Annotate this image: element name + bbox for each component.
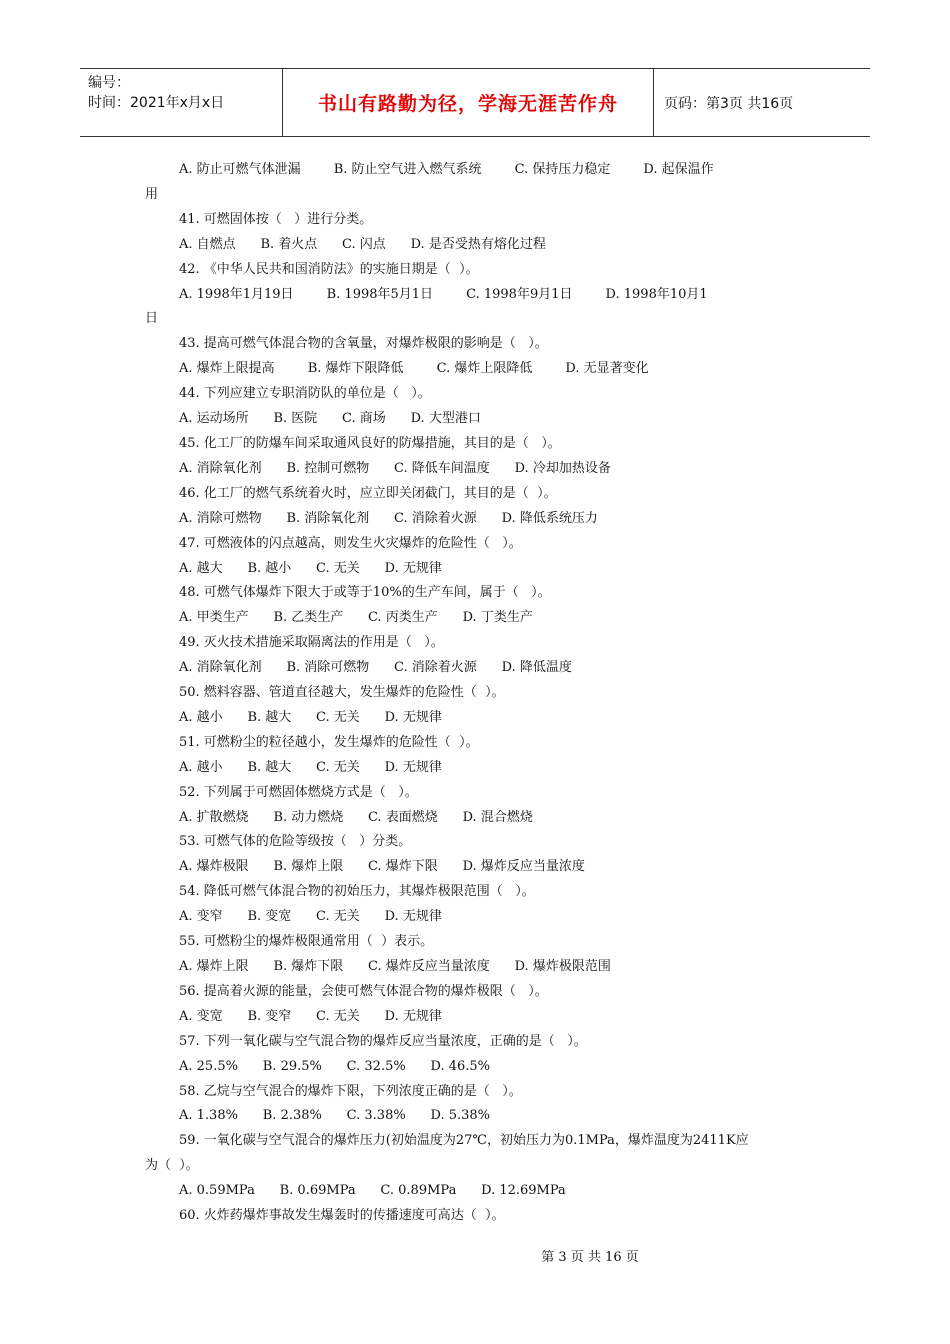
question-line: 52. 下列属于可燃固体燃烧方式是（ ）。 [179, 784, 418, 800]
header-meta [80, 69, 282, 136]
question-line: 51. 可燃粉尘的粒径越小，发生爆炸的危险性（ ）。 [179, 734, 479, 750]
options-line: A. 越小 B. 越大 C. 无关 D. 无规律 [179, 709, 442, 725]
options-line: A. 防止可燃气体泄漏 B. 防止空气进入燃气系统 C. 保持压力稳定 D. 起保温作 [179, 162, 714, 177]
question-line: 56. 提高着火源的能量，会使可燃气体混合物的爆炸极限（ ）。 [179, 983, 548, 999]
question-line: 54. 降低可燃气体混合物的初始压力，其爆炸极限范围（ ）。 [179, 884, 535, 900]
question-line: 42. 《中华人民共和国消防法》的实施日期是（ ）。 [179, 261, 479, 277]
question-line: 60. 火炸药爆炸事故发生爆轰时的传播速度可高达（ ）。 [179, 1208, 505, 1224]
options-line: A. 消除氧化剂 B. 控制可燃物 C. 降低车间温度 D. 冷却加热设备 [179, 460, 611, 476]
question-line: 49. 灭火技术措施采取隔离法的作用是（ ）。 [179, 635, 444, 651]
page-header [80, 68, 870, 137]
options-line: A. 运动场所 B. 医院 C. 商场 D. 大型港口 [179, 411, 481, 427]
options-line: A. 甲类生产 B. 乙类生产 C. 丙类生产 D. 丁类生产 [179, 610, 533, 626]
page-footer [0, 1246, 950, 1265]
question-list [145, 158, 805, 1229]
question-line: 58. 乙烷与空气混合的爆炸下限，下列浓度正确的是（ ）。 [179, 1083, 522, 1099]
question-line: 57. 下列一氧化碳与空气混合物的爆炸反应当量浓度，正确的是（ ）。 [179, 1033, 587, 1049]
options-line: A. 爆炸上限提高 B. 爆炸下限降低 C. 爆炸上限降低 D. 无显著变化 [179, 361, 649, 377]
wrapped-line: 用 [145, 186, 159, 202]
question-line: 46. 化工厂的燃气系统着火时，应立即关闭截门，其目的是（ ）。 [179, 485, 557, 501]
options-line: A. 0.59MPa B. 0.69MPa C. 0.89MPa D. 12.69MPa [179, 1183, 566, 1199]
options-line: A. 变宽 B. 变窄 C. 无关 D. 无规律 [179, 1008, 442, 1024]
question-line: 55. 可燃粉尘的爆炸极限通常用（ ）表示。 [179, 934, 434, 950]
doc-code-label: 编号： [88, 75, 130, 91]
options-line: A. 1998年1月19日 B. 1998年5月1日 C. 1998年9月1日 D. 1998年10月1 [179, 286, 708, 302]
question-line: 59. 一氧化碳与空气混合的爆炸压力(初始温度为27℃，初始压力为0.1MPa，爆炸温度为2411K应 [179, 1133, 749, 1149]
question-line: 50. 燃料容器、管道直径越大，发生爆炸的危险性（ ）。 [179, 685, 505, 701]
wrapped-line: 为（ ）。 [145, 1158, 199, 1174]
options-line: A. 扩散燃烧 B. 动力燃烧 C. 表面燃烧 D. 混合燃烧 [179, 809, 533, 825]
options-line: A. 爆炸极限 B. 爆炸上限 C. 爆炸下限 D. 爆炸反应当量浓度 [179, 859, 585, 875]
options-line: A. 自燃点 B. 着火点 C. 闪点 D. 是否受热有熔化过程 [179, 236, 546, 252]
options-line: A. 1.38% B. 2.38% C. 3.38% D. 5.38% [179, 1108, 491, 1124]
options-line: A. 越小 B. 越大 C. 无关 D. 无规律 [179, 759, 442, 775]
wrapped-line: 日 [145, 311, 159, 327]
header-page-label: 页码：第3页 共16页 [664, 95, 794, 112]
question-line: 47. 可燃液体的闪点越高，则发生火灾爆炸的危险性（ ）。 [179, 535, 522, 551]
options-line: A. 消除可燃物 B. 消除氧化剂 C. 消除着火源 D. 降低系统压力 [179, 510, 598, 526]
options-line: A. 25.5% B. 29.5% C. 32.5% D. 46.5% [179, 1058, 491, 1074]
options-line: A. 爆炸上限 B. 爆炸下限 C. 爆炸反应当量浓度 D. 爆炸极限范围 [179, 959, 611, 974]
question-line: 43. 提高可燃气体混合物的含氧量，对爆炸极限的影响是（ ）。 [179, 336, 548, 352]
question-line: 53. 可燃气体的危险等级按（ ）分类。 [179, 834, 412, 850]
options-line: A. 消除氧化剂 B. 消除可燃物 C. 消除着火源 D. 降低温度 [179, 660, 572, 676]
question-line: 45. 化工厂的防爆车间采取通风良好的防爆措施，其目的是（ ）。 [179, 435, 561, 451]
options-line: A. 变窄 B. 变宽 C. 无关 D. 无规律 [179, 909, 442, 925]
options-line: A. 越大 B. 越小 C. 无关 D. 无规律 [179, 560, 442, 576]
question-line: 44. 下列应建立专职消防队的单位是（ ）。 [179, 386, 431, 402]
question-line: 41. 可燃固体按（ ）进行分类。 [179, 211, 373, 227]
header-slogan: 书山有路勤为径，学海无涯苦作舟 [282, 69, 654, 136]
doc-time-label: 时间：2021年x月x日 [88, 95, 225, 111]
footer-page-number: 第 3 页 共 16 页 [541, 1250, 639, 1265]
question-line: 48. 可燃气体爆炸下限大于或等于10%的生产车间，属于（ ）。 [179, 585, 551, 601]
